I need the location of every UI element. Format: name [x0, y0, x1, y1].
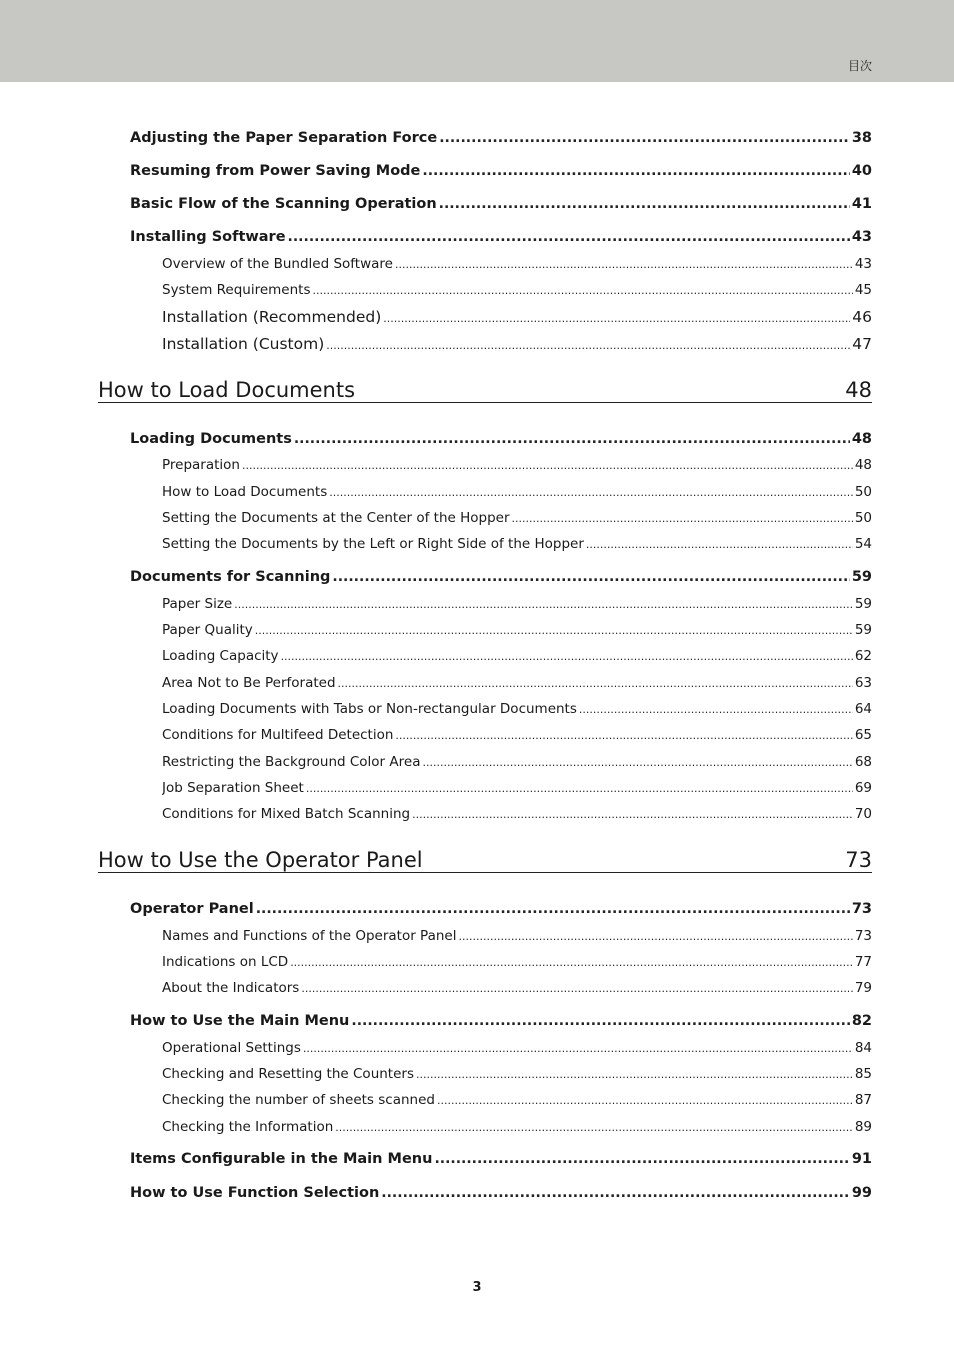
toc-entry-title: Paper Size [162, 596, 233, 612]
toc-entry-page: 63 [854, 675, 872, 691]
toc-entry-title: Loading Documents with Tabs or Non-rectangular Documents [162, 701, 577, 717]
chapter-title: How to Load Documents [98, 378, 356, 402]
toc-entry-title: Setting the Documents by the Left or Right Side of the Hopper [162, 536, 584, 552]
toc-entry-page: 82 [851, 1013, 872, 1029]
toc-subentry[interactable] [162, 1040, 872, 1056]
toc-entry-page: 46 [852, 308, 872, 326]
toc-entry-page: 48 [851, 431, 872, 447]
chapter-page: 48 [845, 378, 872, 402]
toc-leader-dots [439, 130, 850, 146]
toc-entry-page: 68 [854, 754, 872, 770]
toc-entry-page: 50 [854, 510, 872, 526]
chapter-page: 73 [845, 848, 872, 872]
toc-subentry[interactable] [162, 256, 872, 272]
toc-entry-title: How to Load Documents [162, 484, 328, 500]
toc-entry-page: 99 [851, 1185, 872, 1201]
toc-entry-page: 65 [854, 727, 872, 743]
toc-entry-page: 73 [854, 928, 872, 944]
toc-leader-dots [332, 569, 849, 585]
toc-entry-title: Conditions for Mixed Batch Scanning [162, 806, 411, 822]
chapter-title: How to Use the Operator Panel [98, 848, 423, 872]
toc-leader-dots [288, 229, 850, 245]
toc-entry-page: 41 [851, 196, 872, 212]
toc-entry[interactable] [130, 130, 872, 146]
toc-leader-dots [234, 598, 853, 611]
toc-leader-dots [242, 459, 853, 472]
toc-leader-dots [395, 258, 853, 271]
toc-subentry[interactable] [162, 1066, 872, 1082]
toc-subentry[interactable] [162, 622, 872, 638]
toc-subentry[interactable] [162, 980, 872, 996]
toc-entry-page: 54 [854, 536, 872, 552]
toc-leader-dots [439, 196, 850, 212]
header-section-label: 目次 [847, 59, 872, 73]
toc-subentry[interactable] [162, 484, 872, 500]
toc-subentry[interactable] [162, 648, 872, 664]
toc-entry-title: Restricting the Background Color Area [162, 754, 421, 770]
toc-entry-title: Conditions for Multifeed Detection [162, 727, 394, 743]
toc-leader-dots [329, 486, 853, 499]
toc-entry-page: 50 [854, 484, 872, 500]
toc-entry-title: Adjusting the Paper Separation Force [130, 130, 438, 146]
toc-leader-dots [303, 1042, 853, 1055]
toc-entry-page: 48 [854, 457, 872, 473]
toc-leader-dots [422, 756, 852, 769]
toc-entry-page: 77 [854, 954, 872, 970]
toc-entry-page: 87 [854, 1092, 872, 1108]
toc-leader-dots [326, 339, 850, 352]
toc-entry-title: Overview of the Bundled Software [162, 256, 393, 272]
toc-leader-dots [294, 431, 850, 447]
toc-leader-dots [306, 782, 853, 795]
toc-entry-title: Paper Quality [162, 622, 253, 638]
toc-entry-title: System Requirements [162, 282, 311, 298]
toc-entry-title: Checking the Information [162, 1119, 334, 1135]
toc-entry-title: About the Indicators [162, 980, 300, 996]
toc-entry-title: Area Not to Be Perforated [162, 675, 336, 691]
toc-leader-dots [416, 1068, 853, 1081]
toc-entry[interactable] [130, 1185, 872, 1201]
toc-subentry[interactable] [162, 1119, 872, 1135]
header-band [0, 0, 954, 82]
toc-entry-title: Loading Capacity [162, 648, 279, 664]
toc-entry-title: Setting the Documents at the Center of the Hopper [162, 510, 510, 526]
toc-entry-page: 43 [854, 256, 872, 272]
toc-subentry[interactable] [162, 806, 872, 822]
toc-entry-title: Loading Documents [130, 431, 292, 447]
toc-subentry[interactable] [162, 335, 872, 353]
toc-leader-dots [301, 982, 852, 995]
toc-leader-dots [512, 512, 853, 525]
toc-leader-dots [338, 677, 853, 690]
toc-leader-dots [335, 1121, 853, 1134]
toc-entry-page: 89 [854, 1119, 872, 1135]
page-number: 3 [472, 1280, 482, 1295]
toc-subentry[interactable] [162, 727, 872, 743]
toc-entry-page: 64 [854, 701, 872, 717]
toc-leader-dots [351, 1013, 849, 1029]
toc-leader-dots [422, 163, 849, 179]
toc-subentry[interactable] [162, 596, 872, 612]
toc-entry-title: Resuming from Power Saving Mode [130, 163, 421, 179]
toc-entry-page: 59 [854, 622, 872, 638]
toc-entry-page: 59 [854, 596, 872, 612]
toc-subentry[interactable] [162, 282, 872, 298]
toc-leader-dots [281, 650, 853, 663]
toc-entry-title: How to Use the Main Menu [130, 1013, 350, 1029]
toc-entry-title: How to Use Function Selection [130, 1185, 380, 1201]
toc-entry-page: 59 [851, 569, 872, 585]
toc-entry[interactable] [130, 569, 872, 585]
toc-subentry[interactable] [162, 1092, 872, 1108]
toc-leader-dots [290, 956, 853, 969]
toc-entry-title: Indications on LCD [162, 954, 289, 970]
toc-subentry[interactable] [162, 701, 872, 717]
toc-entry-title: Checking the number of sheets scanned [162, 1092, 435, 1108]
toc-entry-title: Installation (Recommended) [162, 308, 382, 326]
toc-leader-dots [412, 808, 853, 821]
toc-entry-page: 91 [851, 1151, 872, 1167]
toc-entry-title: Items Configurable in the Main Menu [130, 1151, 433, 1167]
toc-entry[interactable] [130, 431, 872, 447]
toc-entry[interactable] [130, 229, 872, 245]
toc-leader-dots [434, 1151, 849, 1167]
toc-leader-dots [381, 1185, 850, 1201]
toc-entry-page: 85 [854, 1066, 872, 1082]
toc-entry-title: Operational Settings [162, 1040, 301, 1056]
toc-entry-title: Basic Flow of the Scanning Operation [130, 196, 437, 212]
toc-entry-page: 47 [852, 335, 872, 353]
toc-leader-dots [437, 1094, 853, 1107]
toc-subentry[interactable] [162, 675, 872, 691]
chapter-heading[interactable] [98, 378, 872, 403]
toc-leader-dots [586, 538, 853, 551]
toc-entry-page: 62 [854, 648, 872, 664]
toc-subentry[interactable] [162, 536, 872, 552]
toc-leader-dots [256, 901, 850, 917]
toc-subentry[interactable] [162, 754, 872, 770]
toc-entry-title: Preparation [162, 457, 240, 473]
toc-subentry[interactable] [162, 510, 872, 526]
toc-entry[interactable] [130, 901, 872, 917]
toc-entry-page: 40 [851, 163, 872, 179]
toc-leader-dots [395, 729, 852, 742]
toc-leader-dots [313, 284, 853, 297]
toc-entry-title: Job Separation Sheet [162, 780, 304, 796]
toc-entry-title: Installing Software [130, 229, 286, 245]
toc-entry-page: 43 [851, 229, 872, 245]
toc-entry-title: Checking and Resetting the Counters [162, 1066, 414, 1082]
toc-entry-page: 38 [851, 130, 872, 146]
toc-entry-title: Operator Panel [130, 901, 254, 917]
toc-entry[interactable] [130, 196, 872, 212]
toc-subentry[interactable] [162, 954, 872, 970]
toc-entry-page: 70 [854, 806, 872, 822]
toc-entry[interactable] [130, 1013, 872, 1029]
toc-entry-page: 79 [854, 980, 872, 996]
toc-entry-page: 73 [851, 901, 872, 917]
toc-entry-page: 69 [854, 780, 872, 796]
toc-entry-title: Installation (Custom) [162, 335, 325, 353]
toc-subentry[interactable] [162, 780, 872, 796]
toc-entry[interactable] [130, 1151, 872, 1167]
toc-leader-dots [458, 930, 852, 943]
toc-leader-dots [255, 624, 853, 637]
toc-entry-title: Names and Functions of the Operator Panel [162, 928, 457, 944]
toc-leader-dots [383, 312, 850, 325]
toc-entry-page: 45 [854, 282, 872, 298]
toc-subentry[interactable] [162, 308, 872, 326]
toc-subentry[interactable] [162, 457, 872, 473]
toc-leader-dots [579, 703, 853, 716]
chapter-heading[interactable] [98, 848, 872, 873]
toc-subentry[interactable] [162, 928, 872, 944]
toc-entry-page: 84 [854, 1040, 872, 1056]
toc-entry[interactable] [130, 163, 872, 179]
toc-entry-title: Documents for Scanning [130, 569, 331, 585]
